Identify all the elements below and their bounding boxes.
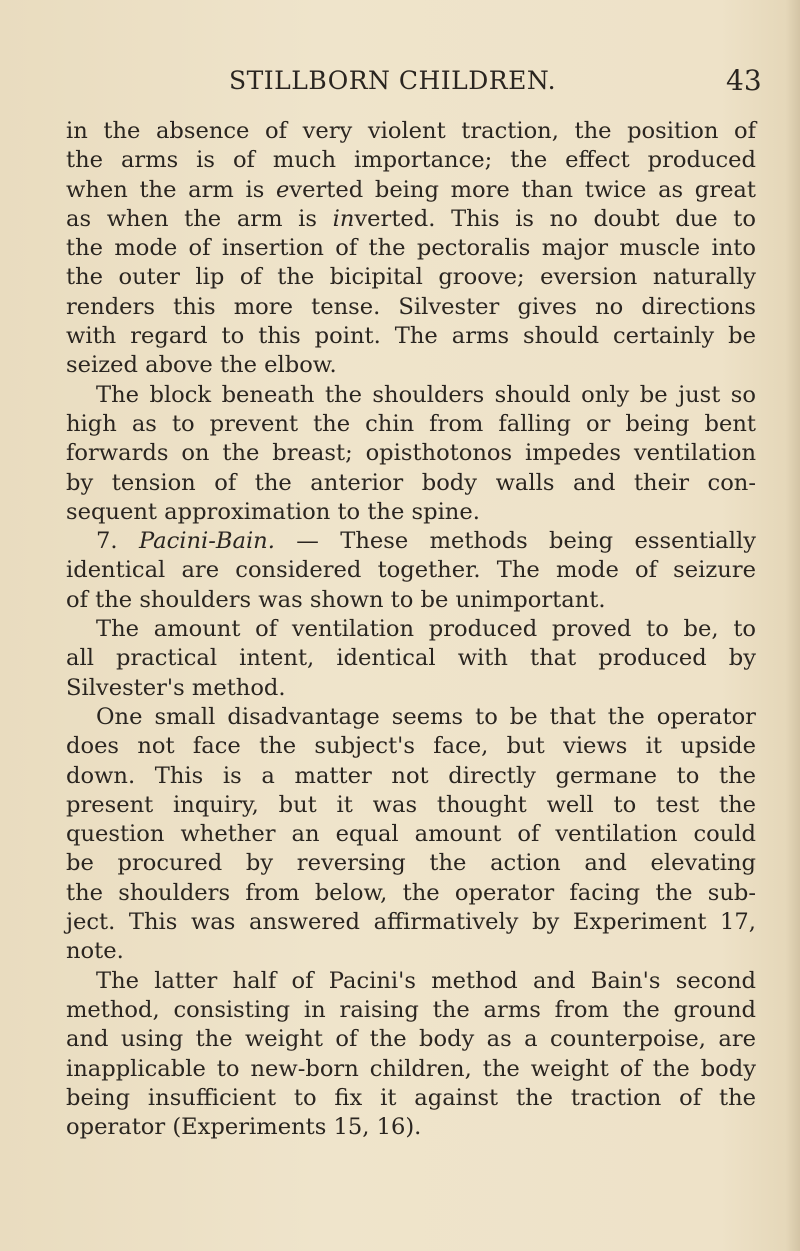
text-line: operator (Experiments 15, 16). [66,1114,422,1141]
text-line: the outer lip of the bicipital groove; eversion naturally [66,264,756,291]
text-line: the mode of insertion of the pectoralis major muscle into [66,235,756,262]
page-header [0,66,800,106]
text-line: identical are considered together. The mode of seizure [66,557,756,584]
page-number: 43 [726,64,762,97]
text-line-section-heading: 7. Pacini-Bain. — These methods being essentially [96,528,756,555]
text-line: forwards on the breast; opisthotonos impedes ventilation [66,440,756,467]
text-line: renders this more tense. Silvester gives no directions [66,293,756,320]
text-line: The block beneath the shoulders should only be just so [96,381,756,408]
body-text [66,117,756,1142]
text-line: all practical intent, identical with that produced by [66,645,756,672]
text-line: question whether an equal amount of ventilation could [66,821,756,848]
text-line: being insufficient to fix it against the traction of the [66,1084,756,1111]
text-line: The latter half of Pacini's method and Bain's second [96,967,756,994]
text-line: the arms is of much importance; the effect produced [66,147,756,174]
text-line: when the arm is everted being more than twice as great [66,176,756,203]
page-edge-shadow [786,0,800,1251]
text-line: with regard to this point. The arms should certainly be [66,323,756,350]
text-line: and using the weight of the body as a counterpoise, are [66,1026,756,1053]
text-line: inapplicable to new-born children, the weight of the body [66,1055,756,1082]
text-line: as when the arm is inverted. This is no doubt due to [66,205,756,232]
text-line: in the absence of very violent traction, the position of [66,118,756,144]
text-line: note. [66,938,124,965]
text-line: high as to prevent the chin from falling or being bent [66,410,756,437]
running-head: STILLBORN CHILDREN. [229,66,557,95]
text-line: ject. This was answered affirmatively by Experiment 17, [66,909,756,936]
text-line: sequent approximation to the spine. [66,498,480,525]
text-line: Silvester's method. [66,674,286,701]
text-line: be procured by reversing the action and elevating [66,850,756,877]
text-line: One small disadvantage seems to be that the operator [96,703,756,730]
text-line: present inquiry, but it was thought well to test the [66,791,756,818]
text-line: down. This is a matter not directly germane to the [66,762,756,789]
text-line: does not face the subject's face, but views it upside [66,733,756,760]
text-line: by tension of the anterior body walls and their con- [66,469,756,496]
text-line: the shoulders from below, the operator facing the sub- [66,879,756,906]
text-line: of the shoulders was shown to be unimportant. [66,586,606,613]
text-line: seized above the elbow. [66,352,337,379]
text-line: The amount of ventilation produced proved to be, to [96,616,756,643]
text-line: method, consisting in raising the arms from the ground [66,996,756,1023]
